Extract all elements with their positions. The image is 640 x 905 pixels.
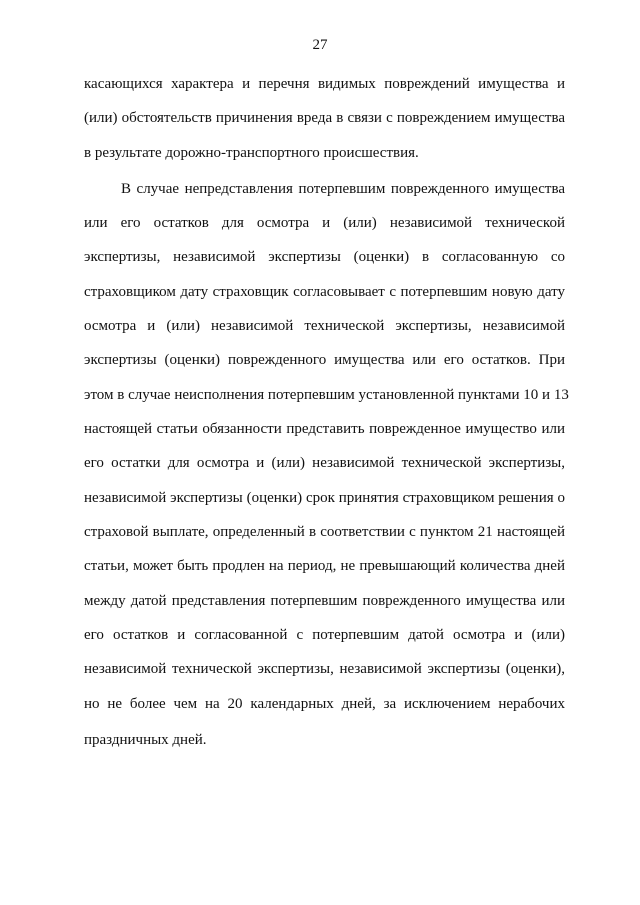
- text-line: настоящей статьи обязанности представить поврежденное имущество или: [84, 421, 565, 437]
- paragraph-first-line: В случае непредставления потерпевшим поврежденного имущества: [121, 181, 565, 197]
- text-line: независимой экспертизы (оценки) срок принятия страховщиком решения о: [84, 490, 565, 506]
- text-line: (или) обстоятельств причинения вреда в связи с повреждением имущества: [84, 110, 565, 126]
- text-line: его остатков и согласованной с потерпевшим датой осмотра и (или): [84, 627, 565, 643]
- text-line: статьи, может быть продлен на период, не превышающий количества дней: [84, 558, 565, 574]
- text-line: экспертизы (оценки) поврежденного имущества или его остатков. При: [84, 352, 565, 368]
- text-line: касающихся характера и перечня видимых повреждений имущества и: [84, 76, 565, 92]
- text-line: этом в случае неисполнения потерпевшим установленной пунктами 10 и 13: [84, 387, 569, 403]
- text-line: или его остатков для осмотра и (или) независимой технической: [84, 215, 565, 231]
- text-line: его остатки для осмотра и (или) независимой технической экспертизы,: [84, 455, 565, 471]
- text-line: праздничных дней.: [84, 732, 207, 748]
- text-line: между датой представления потерпевшим поврежденного имущества или: [84, 593, 565, 609]
- text-line: независимой технической экспертизы, независимой экспертизы (оценки),: [84, 661, 565, 677]
- text-line: но не более чем на 20 календарных дней, за исключением нерабочих: [84, 696, 565, 712]
- page-number: 27: [312, 37, 328, 53]
- text-line: страховщиком дату страховщик согласовывает с потерпевшим новую дату: [84, 284, 565, 300]
- text-line: экспертизы, независимой экспертизы (оценки) в согласованную со: [84, 249, 565, 265]
- text-line: осмотра и (или) независимой технической экспертизы, независимой: [84, 318, 565, 334]
- text-line: страховой выплате, определенный в соответствии с пунктом 21 настоящей: [84, 524, 565, 540]
- text-line: в результате дорожно-транспортного происшествия.: [84, 145, 419, 161]
